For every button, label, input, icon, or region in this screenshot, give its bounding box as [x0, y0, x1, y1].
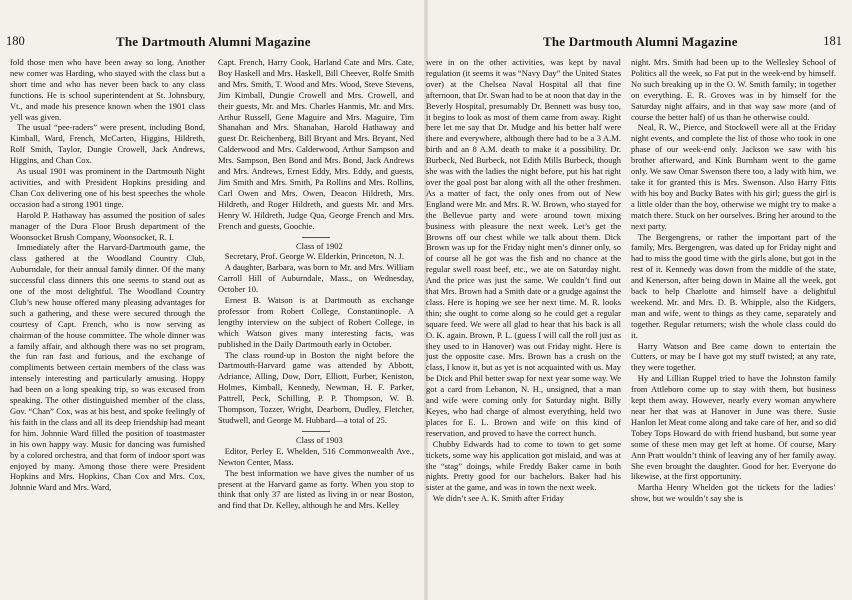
paragraph: As usual 1901 was prominent in the Dartmouth Night activities, and with President Hopkins presiding and Chan Cox delivering one of his best speeches the whole occasion had a strong 1901 tinge. [10, 166, 205, 209]
right-running-head: The Dartmouth Alumni Magazine [543, 34, 738, 49]
divider [302, 431, 330, 432]
right-column-1 [426, 57, 621, 597]
paragraph: The usual “pee-raders” were present, including Bond, Kimball, Ward, French, McCarten, Higgins, Hildreth, Rolf Smith, Taylor, Dungie Crowell, Jack Andrews, Higgins, and Chan Cox. [10, 122, 205, 166]
divider [302, 237, 330, 238]
paragraph: Harry Watson and Bee came down to entertain the Cutters, or may be I have got my stuff twisted; at any rate, they were together. [631, 340, 836, 373]
paragraph: The Bergengrens, or rather the important part of the family, Mrs. Bergengren, was dated up for Friday night and had to miss the good time with the girls alone, but got in the rest of it. Kennedy was down from the middle of the state, and Kenerson, after being down in Maine all the week, got back to help Charlotte and himself have a delightful weekend. Mr. and Mrs. D. B. Whipple, also the Kidgers, man and wife, went to things as they came, separately and together. Regular returners; wish the whole class could do it. [631, 231, 836, 340]
paragraph: Martha Henry Whelden got the tickets for the ladies’ show, but we wouldn’t say she is [631, 482, 836, 504]
paragraph: were in on the other activities, was kept by naval regulation (it seems it was “Navy Day” the United States over) at the Chelsea Naval Hospital all that fine afternoon, that Dr. Swan had to be at noon that day in the Beverly Hospital, presumably Dr. Bennett was busy too, it begins to look as most of them came from away. Right here let me say that Dr. Mudge and his better half were there and everywhere, although there had to be a 3 A.M. birth and an 8 A.M. death to make it a possibility. Dr. Burbeck, Ned Burbeck, not Edith Mills Burbeck, though she was with the ladies the night before, put his hat right over the goal post bar along with all the other freshmen. As a matter of fact, the only ones from out of New England were Mr. and Mrs. R. W. Brown, who stayed for the Bellevue party and were around town mixing business with pleasure the next week. Let’s get the Browns off our chest while we talk about them. Dick Brown was up for the Friday night men’s dinner only, so of course all he got was the fish and no chance at the regular swell roast beef, etc., we ate on Saturday night. And the price was just the same. We couldn’t find out that Mrs. Brown had a Smith date or a grudge against the class. Here is hoping we see her next time. M. R. looks thin; she ought to come along so he could get a regular square feed. We were all glad to hear that his back is all O. K. again. Brown, P. L. (guess I will call the roll just as they used to in Hanover) was out Friday night. Here is just the opposite case. Mrs. Brown has a crush on the class, I know it, but as yet is not acquainted with us. May be Dick and Phil better swap for next year some way. We got a card from Lebanon, N. H., unsigned, that a man and wife were coming only for Saturday night. Billy Keyes, who had charge of almost everything, held two places for E. L. Brown and wife on this kind of reservation, and proved to have the correct hunch. [426, 57, 621, 438]
left-column-1 [10, 57, 205, 597]
paragraph: The best information we have gives the number of us present at the Harvard game as forty. When you stop to think that only 37 are listed as living in or near Boston, and find that Dr. Kelley, although he and Mrs. Kelley [218, 467, 414, 511]
right-page [426, 0, 852, 600]
paragraph: Neal, R. W., Pierce, and Stockwell were all at the Friday night events, and complete the list of those who took in one phase of our week-end only. Jackson we saw with his brother afterward, and Kink Burnham went to the game only. We saw Omar Swenson there too, a lady with him, we take it for granted this is Mrs. Swenson. Also Harry Fitts with his boy and Bucky Bates with his girl; guess the girl is a little older than the boy, otherwise we might try to make a match there. Stuck on her ourselves. Bring her around to the next party. [631, 122, 836, 231]
left-page-number: 180 [6, 34, 25, 48]
left-page-header [0, 34, 426, 50]
paragraph: Chubby Edwards had to come to town to get some tickets, some way his application got mislaid, and was at the “stag” doings, while Freddy Baker came in both nights. Pretty good for our bachelors. Baker had his sister at the game, and was in town the next week. [426, 438, 621, 493]
right-page-number: 181 [823, 34, 842, 48]
right-page-header [426, 34, 852, 50]
class-heading-1903: Class of 1903 [296, 434, 343, 445]
left-running-head: The Dartmouth Alumni Magazine [116, 34, 311, 49]
paragraph: Capt. French, Harry Cook, Harland Cate and Mrs. Cate, Boy Haskell and Mrs. Haskell, Bill Cheever, Rolfe Smith and Mrs. Smith, T. Wood and Mrs. Wood, Steve Stevens, Jim Kimball, Dungie Crowell and Mrs. Crowell, and their guests, Mr. and Mrs. Charles Hanmis, Mr. and Mrs. Arthur Russell, Gene Maguire and Mrs. Maguire, Tim Shanahan and Mrs. Shanahan, Harold Hathaway and guest Dr. Reichenberg, Bill Bryant and Mrs. Bryant, Ned Calderwood and Mrs. Calderwood, Arthur Sampson and Mrs. Sampson, Ben Bond and Mrs. Bond, Jack Andrews and Mrs. Andrews, Ernest Eddy, Mrs. Eddy, and guests, Jim Smith and Mrs. Smith, Pa Rollins and Mrs. Rollins, Carl Owen and Mrs. Owen, Deacon Hildreth, Mrs. Hildreth, and Roger Hildreth, and guests Mr. and Mrs. Henry W. Hildreth, Judge Qua, George French and Mrs. French and guests, Goochie. [218, 57, 414, 231]
class-heading-1902: Class of 1902 [296, 240, 343, 251]
paragraph: The class round-up in Boston the night before the Dartmouth-Harvard game was attended by Abbott, Adriance, Alling, Dow, Dorr, Elliott, Furber, Keniston, Holmes, Kimball, Kennedy, Newman, H. F. Parker, Pattrell, Peck, Schilling, P. P. Thompson, W. B. Thompson, Tozzer, Wright, Dearborn, Dudley, Fletcher, Studwell, and George M. Hubbard—a total of 25. [218, 349, 414, 425]
paragraph: Immediately after the Harvard-Dartmouth game, the class gathered at the Woodland Country Club, Auburndale, for their annual family dinner. Of the many successful class dinners this one seems to stand out as one of the most delightful. The Woodland Country Club’s new house offered many pleasing advantages for such a gathering, and these were secured through the courtesy of Capt. French, who is now serving as chairman of the house committee. The whole dinner was a family affair, and although there was no set program, the fun ran fast and furious, and the exchange of compliments between certain members of the class was intensely interesting and particularly amusing. Hoppy had been on a long speaking trip, so was excused from speaking. The other distinguished member of the class, Gov. “Chan” Cox, was at his best, and spoke feelingly of his faith in the class and all its deep friendship had meant for him. Johnnie Ward filled the position of toastmaster in his own happy way. Music for dancing was furnished by a colored orchestra, and that form of indoor sport was enjoyed by many. Among those there were President Hopkins and Mrs. Hopkins, Chan Cox and Mrs. Cox, Johnnie Ward and Mrs. Ward, [10, 242, 205, 493]
paragraph: Ernest B. Watson is at Dartmouth as exchange professor from Robert College, Constantinople. A lengthy interview on the subject of Robert College, in which Watson gives many interesting facts, was published in the Daily Dartmouth early in October. [218, 295, 414, 349]
paragraph: Harold P. Hathaway has assumed the position of sales manager of the Dura Floor Brush department of the Woonsocket Brush Company, Woonsocket, R. I. [10, 209, 205, 242]
paragraph: A daughter, Barbara, was born to Mr. and Mrs. William Carroll Hill of Auburndale, Mass., on Wednesday, October 10. [218, 262, 414, 295]
paragraph: Hy and Lillian Ruppel tried to have the Johnston family from Attleboro come up to stay with them, but business kept them away. However, nearly every woman anywhere near her that was at Hanover in June was there. Susie Hanlon let Meat come along and take care of her, and so did Tobey Tops Howard do with friend husband, but some year some of these men may get left at home. Of course, Mary Ann Pratt wouldn’t think of leaving any of her family away. She even brought the daughter. Good for her. Everyone do likewise, at the first opportunity. [631, 373, 836, 482]
left-column-2 [218, 57, 414, 597]
class-secretary-1902: Secretary, Prof. George W. Elderkin, Princeton, N. J. [224, 251, 404, 262]
paragraph: night. Mrs. Smith had been up to the Wellesley School of Politics all the week, so Fat put in the week-end by himself. No such breaking up in the O. W. Smith family; in together on everything. E. R. Groves was in by himself for the Saturday night affairs, and in that way saw more (and of course the better half) of us than he otherwise could. [631, 57, 836, 122]
right-column-2 [631, 57, 836, 597]
paragraph: fold those men who have been away so long. Another new comer was Harding, who stayed with the class but a short time and who has never been back to any class functions. He is school superintendent at St. Johnsbury, Vt., and made his presence known when the 1901 class yell was given. [10, 57, 205, 122]
class-editor-1903: Editor, Perley E. Whelden, 516 Commonwealth Ave., Newton Center, Mass. [218, 445, 414, 467]
paragraph: We didn’t see A. K. Smith after Friday [432, 493, 564, 504]
